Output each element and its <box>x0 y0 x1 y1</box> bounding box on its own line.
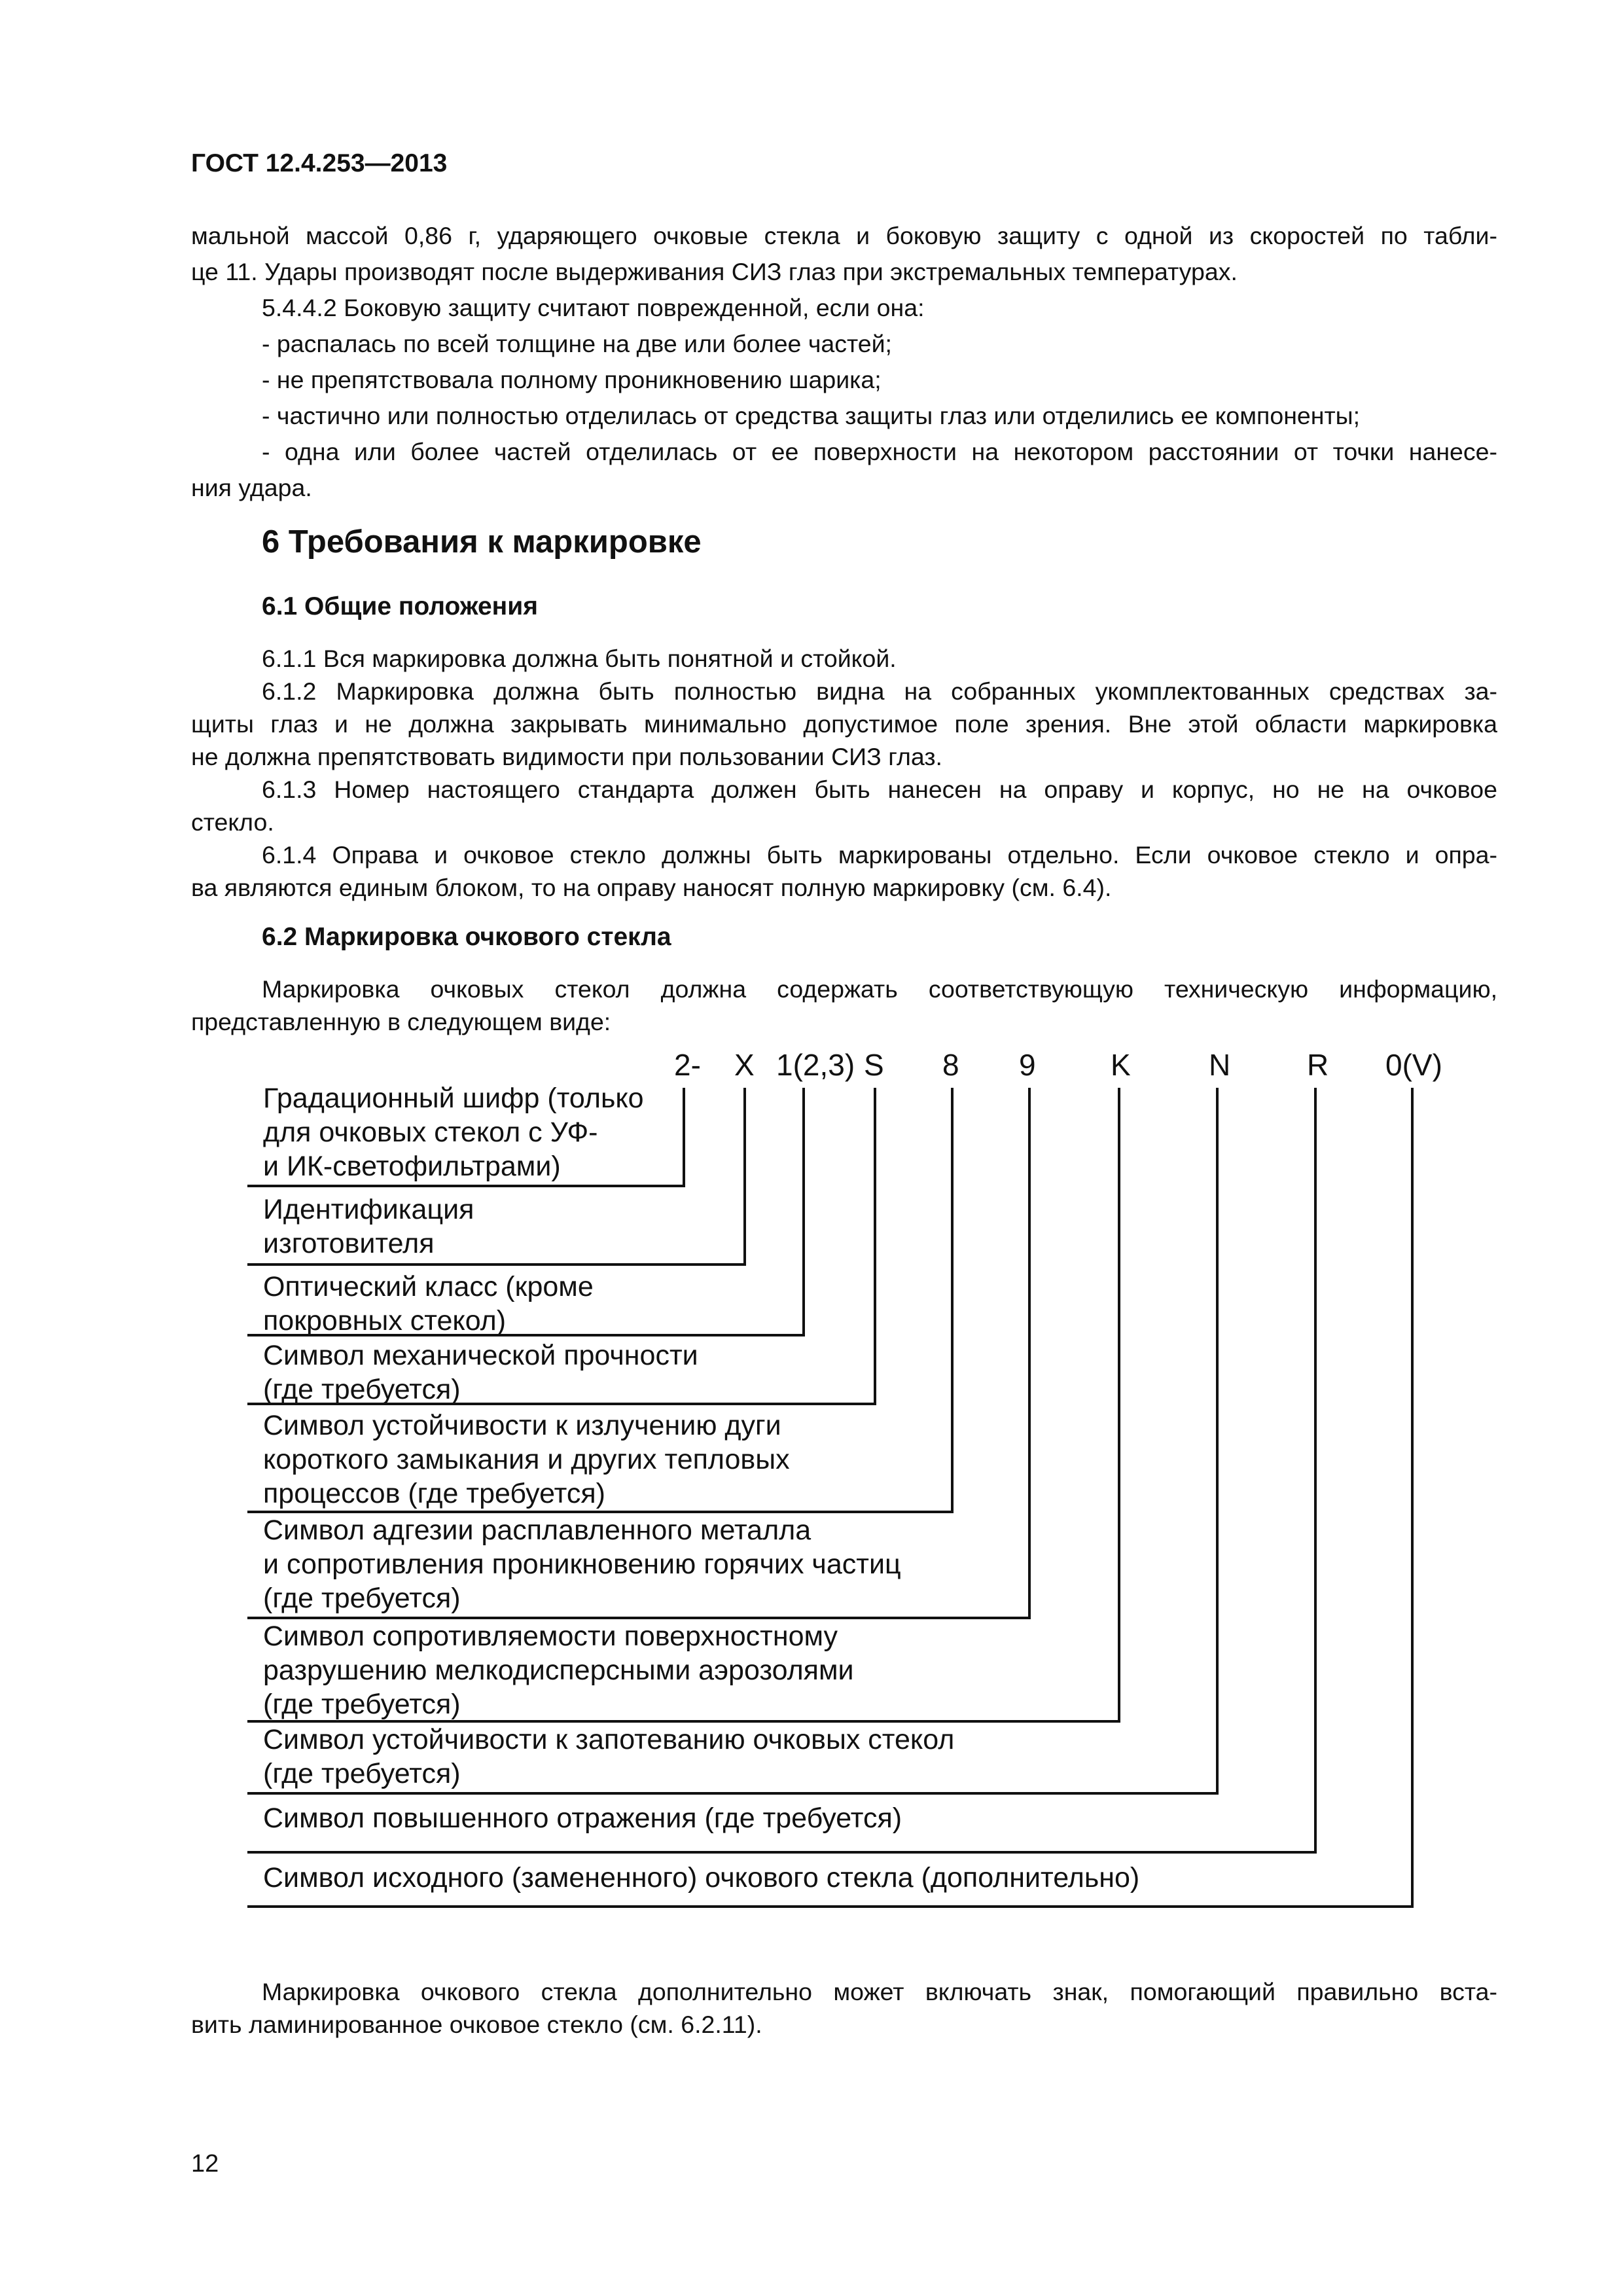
diagram-label-molten-metal: Символ адгезии расплавленного металла и сопротивления проникновению горячих частиц (где требуется) <box>263 1515 901 1614</box>
code-molten-metal: 9 <box>1019 1048 1036 1082</box>
intro-line: ния удара. <box>191 474 312 501</box>
code-optical-class: 1(2,3) <box>776 1048 855 1082</box>
section-6-2-title: 6.2 Маркировка очкового стекла <box>262 923 671 951</box>
intro-line: це 11. Удары производят после выдерживания СИЗ глаз при экстремальных температурах. <box>191 258 1238 285</box>
section-6-1-line: не должна препятствовать видимости при пользовании СИЗ глаз. <box>191 743 942 770</box>
section-6-1-title: 6.1 Общие положения <box>262 592 538 620</box>
connector-original-lens <box>247 1088 1412 1907</box>
footer-line: Маркировка очкового стекла дополнительно может включать знак, помогающий правильно вста- <box>262 1978 1497 2005</box>
section-6-1-line: 6.1.1 Вся маркировка должна быть понятной и стойкой. <box>262 645 897 672</box>
code-surface-damage: K <box>1111 1048 1131 1082</box>
section-6-1-line: 6.1.4 Оправа и очковое стекло должны быть маркированы отдельно. Если очковое стекло и опра- <box>262 841 1497 869</box>
diagram-label-mechanical: Символ механической прочности (где требуется) <box>263 1340 698 1405</box>
footer-line: вить ламинированное очковое стекло (см. 6.2.11). <box>191 2011 762 2038</box>
intro-line: - не препятствовала полному проникновению шарика; <box>262 366 882 393</box>
intro-line: мальной массой 0,86 г, ударяющего очковые стекла и боковую защиту с одной из скоростей по табли- <box>191 222 1497 249</box>
code-mechanical: S <box>864 1048 884 1082</box>
document-header: ГОСТ 12.4.253—2013 <box>191 149 448 177</box>
diagram-label-reflection: Символ повышенного отражения (где требуется) <box>263 1803 902 1834</box>
intro-line: - частично или полностью отделилась от средства защиты глаз или отделились ее компоненты; <box>262 402 1361 429</box>
code-original-lens: 0(V) <box>1385 1048 1442 1082</box>
section-6-1-line: щиты глаз и не должна закрывать минимально допустимое поле зрения. Вне этой области маркировка <box>191 710 1497 738</box>
diagram-label-manufacturer: Идентификация изготовителя <box>263 1194 474 1259</box>
section-6-2-line: представленную в следующем виде: <box>191 1008 611 1035</box>
code-manufacturer: X <box>734 1048 755 1082</box>
diagram-label-arc: Символ устойчивости к излучению дуги короткого замыкания и других тепловых процессов (где требуется) <box>263 1410 790 1509</box>
connector-gradation <box>247 1088 684 1186</box>
diagram-label-gradation: Градационный шифр (только для очковых стекол с УФ- и ИК-светофильтрами) <box>263 1083 644 1182</box>
diagram-label-surface-damage: Символ сопротивляемости поверхностному разрушению мелкодисперсными аэрозолями (где требуется) <box>263 1621 854 1720</box>
intro-line: - одна или более частей отделилась от ее поверхности на некотором расстоянии от точки нанесе- <box>262 438 1497 465</box>
code-gradation: 2- <box>674 1048 701 1082</box>
connector-reflection <box>247 1088 1315 1852</box>
connector-fogging <box>247 1088 1217 1793</box>
connector-molten-metal <box>247 1088 1029 1618</box>
section-6-1-line: 6.1.3 Номер настоящего стандарта должен быть нанесен на оправу и корпус, но не на очковое <box>262 776 1497 803</box>
code-reflection: R <box>1307 1048 1329 1082</box>
section-6-1-line: ва являются единым блоком, то на оправу наносят полную маркировку (см. 6.4). <box>191 874 1112 901</box>
section-6-title: 6 Требования к маркировке <box>262 524 702 560</box>
section-6-1-line: 6.1.2 Маркировка должна быть полностью видна на собранных укомплектованных средствах за- <box>262 677 1497 705</box>
section-6-2-line: Маркировка очковых стекол должна содержать соответствующую техническую информацию, <box>262 975 1497 1003</box>
intro-line: 5.4.4.2 Боковую защиту считают поврежденной, если она: <box>262 294 925 321</box>
diagram-label-fogging: Символ устойчивости к запотеванию очковых стекол (где требуется) <box>263 1724 955 1789</box>
code-arc: 8 <box>942 1048 959 1082</box>
connector-mechanical <box>247 1088 875 1404</box>
diagram-label-optical-class: Оптический класс (кроме покровных стекол) <box>263 1271 594 1336</box>
connector-arc <box>247 1088 952 1512</box>
code-fogging: N <box>1209 1048 1231 1082</box>
connector-manufacturer <box>247 1088 745 1265</box>
page-number: 12 <box>191 2150 219 2178</box>
section-6-1-line: стекло. <box>191 808 274 836</box>
connector-optical-class <box>247 1088 804 1335</box>
diagram-label-original-lens: Символ исходного (замененного) очкового стекла (дополнительно) <box>263 1862 1140 1893</box>
intro-line: - распалась по всей толщине на две или более частей; <box>262 330 892 357</box>
